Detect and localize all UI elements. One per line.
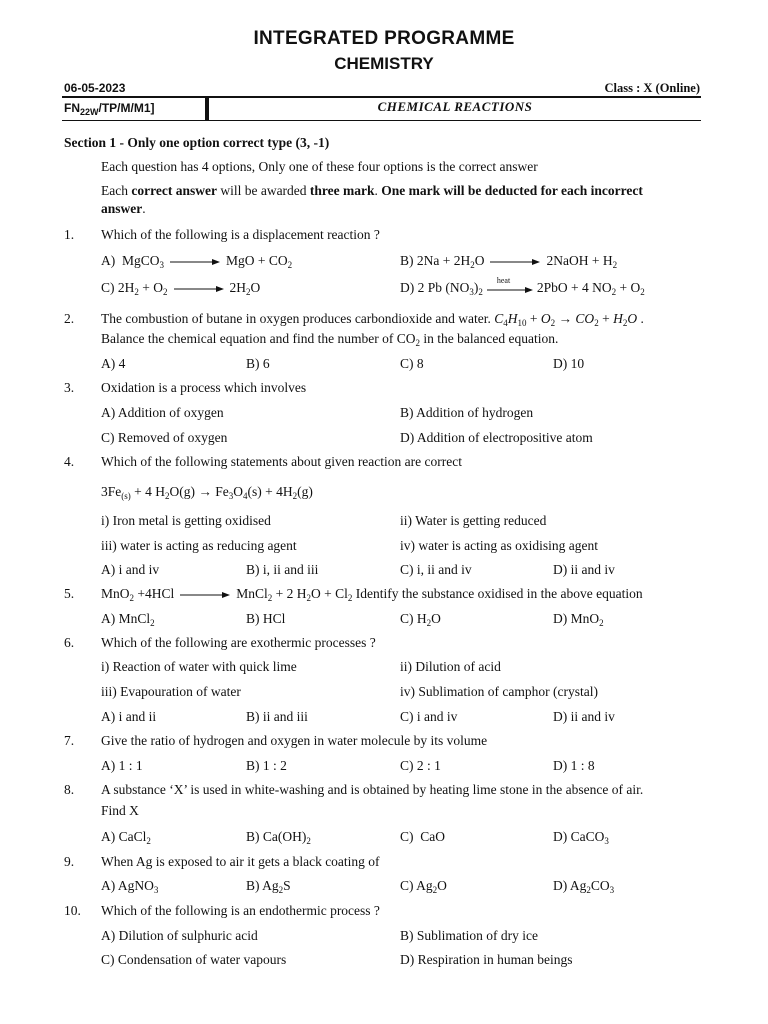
- q5-number: 5.: [64, 586, 75, 601]
- code-sub: 22W: [80, 107, 99, 117]
- q6-statement-2: ii) Dilution of acid: [400, 659, 501, 674]
- q6-number: 6.: [64, 635, 75, 650]
- q9-option-b[interactable]: B) $Ag_2S$: [246, 878, 291, 895]
- q10-option-b[interactable]: B) Sublimation of dry ice: [400, 928, 538, 943]
- q7-option-d[interactable]: D) 1 : 8: [553, 758, 595, 773]
- q8-text: A substance ‘X’ is used in white-washing and is obtained by heating lime stone in the absence of air.: [101, 782, 644, 797]
- q8-option-d[interactable]: D) CaCO$_3$: [553, 829, 609, 846]
- q9-option-c[interactable]: C) $Ag_2O$: [400, 878, 447, 895]
- q8-text-cont: Find X: [101, 803, 139, 818]
- q3-text: Oxidation is a process which involves: [101, 380, 307, 395]
- q6-option-a[interactable]: A) i and ii: [101, 709, 157, 724]
- q10-option-c[interactable]: C) Condensation of water vapours: [101, 952, 287, 967]
- arrow-icon: [490, 257, 540, 267]
- q8-option-b[interactable]: B) $Ca(OH)_2$: [246, 829, 311, 846]
- exam-date: 06-05-2023: [64, 81, 126, 95]
- q1-option-c[interactable]: C) $2H_2 + O_2$ $2H_2O$: [101, 280, 261, 297]
- q5-text: MnO$_2$ +4HCl MnCl$_2$ + 2 $H_2O + Cl_2$ Identify the substance oxidised in the above equation: [101, 586, 643, 603]
- class-label: Class : X (Online): [604, 81, 700, 95]
- q2-text-cont: Balance the chemical equation and find the number of $CO_2$ in the balanced equation.: [101, 331, 559, 348]
- q3-option-d[interactable]: D) Addition of electropositive atom: [400, 430, 593, 445]
- document-title: INTEGRATED PROGRAMME: [253, 28, 515, 49]
- q1-number: 1.: [64, 227, 75, 242]
- q7-option-b[interactable]: B) 1 : 2: [246, 758, 287, 773]
- q6-statement-4: iv) Sublimation of camphor (crystal): [400, 684, 598, 699]
- q6-statement-3: iii) Evapouration of water: [101, 684, 241, 699]
- q7-option-c[interactable]: C) 2 : 1: [400, 758, 441, 773]
- paper-code: [64, 101, 155, 115]
- q2-option-c[interactable]: C) 8: [400, 356, 424, 371]
- q4-option-d[interactable]: D) ii and iv: [553, 562, 615, 577]
- instruction-2: Each correct answer will be awarded three mark. One mark will be deducted for each incorrect: [101, 183, 643, 198]
- q8-option-c[interactable]: C) CaO: [400, 829, 445, 844]
- q3-option-c[interactable]: C) Removed of oxygen: [101, 430, 228, 445]
- q4-text: Which of the following statements about given reaction are correct: [101, 454, 462, 469]
- q10-number: 10.: [64, 903, 81, 918]
- header-rule-top: [62, 96, 701, 98]
- q7-text: Give the ratio of hydrogen and oxygen in water molecule by its volume: [101, 733, 488, 748]
- q1-text: Which of the following is a displacement reaction ?: [101, 227, 380, 242]
- q5-option-c[interactable]: C) $H_2O$: [400, 611, 441, 628]
- q4-statement-3: iii) water is acting as reducing agent: [101, 538, 297, 553]
- header-rule-bottom: [62, 120, 701, 121]
- q4-option-a[interactable]: A) i and iv: [101, 562, 160, 577]
- q4-equation: $3Fe_{(s)} + 4$ $H_2O(g) \to Fe_3O_4(s) + 4H_2(g)$: [101, 484, 313, 501]
- q2-option-a[interactable]: A) 4: [101, 356, 126, 371]
- q10-option-a[interactable]: A) Dilution of sulphuric acid: [101, 928, 258, 943]
- q6-option-c[interactable]: C) i and iv: [400, 709, 458, 724]
- q6-statement-1: i) Reaction of water with quick lime: [101, 659, 297, 674]
- instruction-1: Each question has 4 options, Only one of these four options is the correct answer: [101, 159, 538, 174]
- q1-option-a[interactable]: A) MgCO$_3$ MgO + $CO_2$: [101, 253, 293, 270]
- q8-option-a[interactable]: A) CaCl$_2$: [101, 829, 151, 846]
- arrow-icon: [174, 284, 224, 294]
- q4-option-c[interactable]: C) i, ii and iv: [400, 562, 472, 577]
- q6-text: Which of the following are exothermic processes ?: [101, 635, 376, 650]
- arrow-icon: [180, 590, 230, 600]
- q4-option-b[interactable]: B) i, ii and iii: [246, 562, 319, 577]
- q1-option-d[interactable]: D) 2 Pb $(NO_3)_2$ heat 2PbO + 4 $NO_2 + O_2$: [400, 275, 645, 297]
- code-suffix: /TP/M/M1]: [98, 101, 155, 115]
- q5-option-a[interactable]: A) MnCl$_2$: [101, 611, 155, 628]
- section-title: Section 1 - Only one option correct type (3, -1): [64, 135, 330, 150]
- q3-option-b[interactable]: B) Addition of hydrogen: [400, 405, 534, 420]
- q3-number: 3.: [64, 380, 75, 395]
- subject-title: CHEMISTRY: [334, 54, 434, 73]
- q4-number: 4.: [64, 454, 75, 469]
- q3-option-a[interactable]: A) Addition of oxygen: [101, 405, 224, 420]
- heat-arrow-icon: heat: [487, 283, 533, 295]
- q5-option-b[interactable]: B) HCl: [246, 611, 286, 626]
- code-prefix: FN: [64, 101, 80, 115]
- topic-title: CHEMICAL REACTIONS: [377, 99, 533, 114]
- q1-option-b[interactable]: B) $2Na + 2H_2O$ 2NaOH + $H_2$: [400, 253, 618, 270]
- q9-number: 9.: [64, 854, 75, 869]
- q10-option-d[interactable]: D) Respiration in human beings: [400, 952, 573, 967]
- q5-option-d[interactable]: D) MnO$_2$: [553, 611, 604, 628]
- q9-text: When Ag is exposed to air it gets a black coating of: [101, 854, 380, 869]
- q9-option-d[interactable]: D) $Ag_2CO_3$: [553, 878, 615, 895]
- q6-option-d[interactable]: D) ii and iv: [553, 709, 615, 724]
- q2-option-d[interactable]: D) 10: [553, 356, 585, 371]
- q10-text: Which of the following is an endothermic process ?: [101, 903, 380, 918]
- q4-statement-1: i) Iron metal is getting oxidised: [101, 513, 271, 528]
- q7-number: 7.: [64, 733, 75, 748]
- q4-statement-2: ii) Water is getting reduced: [400, 513, 547, 528]
- q7-option-a[interactable]: A) 1 : 1: [101, 758, 143, 773]
- q8-number: 8.: [64, 782, 75, 797]
- q6-option-b[interactable]: B) ii and iii: [246, 709, 308, 724]
- q2-number: 2.: [64, 311, 75, 326]
- q2-option-b[interactable]: B) 6: [246, 356, 270, 371]
- q2-text: The combustion of butane in oxygen produces carbondioxide and water. $C_4H_{10} + O_2 \to CO_2 + H_2O$ .: [101, 311, 644, 328]
- q4-statement-4: iv) water is acting as oxidising agent: [400, 538, 598, 553]
- header-divider: [205, 98, 209, 120]
- arrow-icon: [170, 257, 220, 267]
- instruction-2-cont: answer.: [101, 201, 146, 216]
- q9-option-a[interactable]: A) AgNO$_3$: [101, 878, 159, 895]
